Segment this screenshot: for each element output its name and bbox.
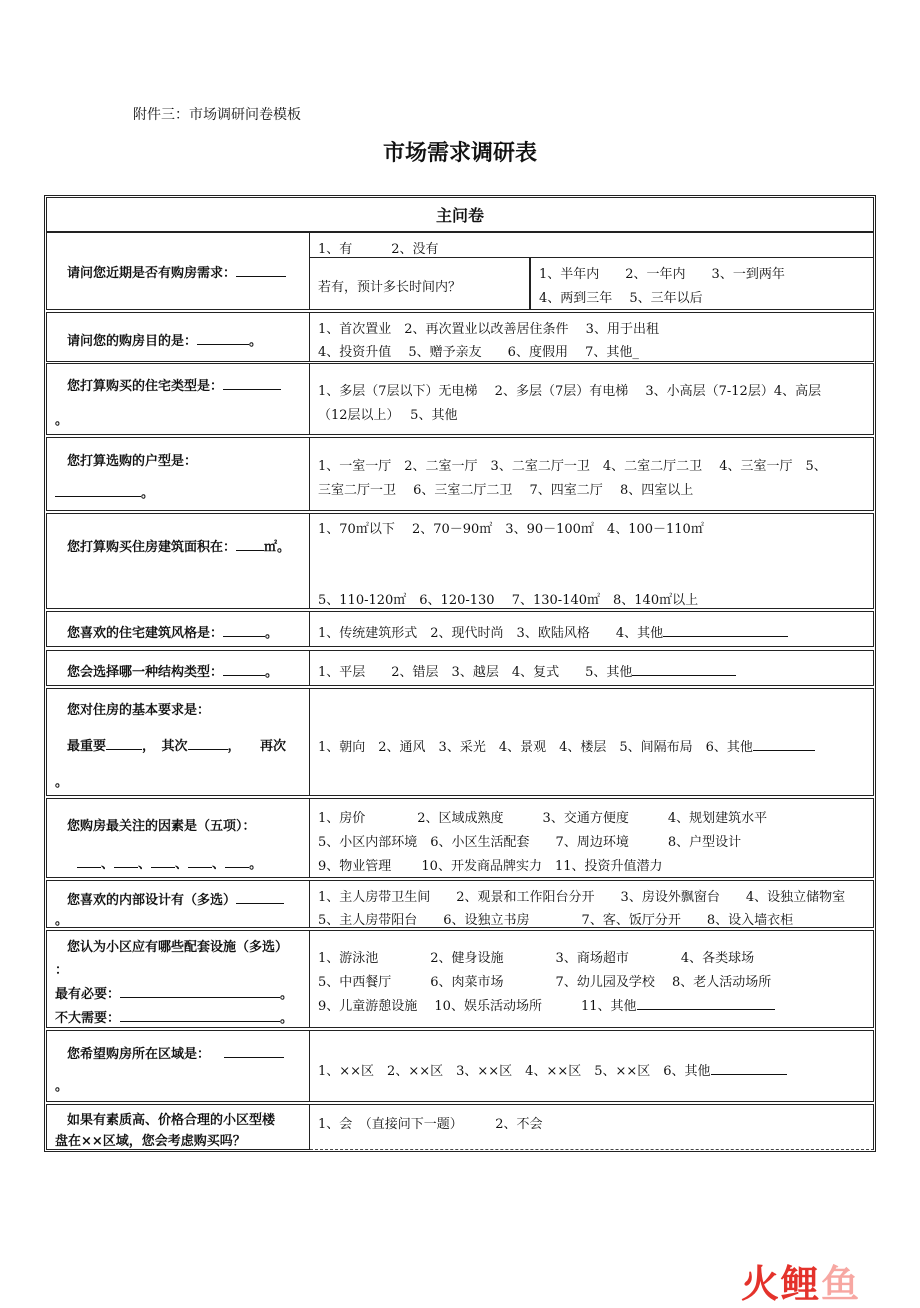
q11-question: 您认为小区应有哪些配套设施（多选） bbox=[67, 940, 289, 955]
q6-other-blank bbox=[663, 622, 788, 637]
q1-question: 请问您近期是否有购房需求： bbox=[67, 266, 237, 281]
q1-answer-cell-top bbox=[310, 232, 874, 258]
q12-suffix: 。 bbox=[55, 1079, 69, 1094]
q10-question: 您喜欢的内部设计有（多选） bbox=[67, 893, 237, 908]
q1-blank bbox=[236, 262, 286, 277]
q11-other-blank bbox=[637, 995, 775, 1010]
q13-question-line2: 盘在××区域，您会考虑购买吗？ bbox=[55, 1134, 246, 1149]
q1-options: 1、有 2、没有 bbox=[318, 242, 439, 257]
q13-question-cell bbox=[46, 1104, 310, 1150]
q7-blank bbox=[223, 661, 265, 676]
watermark-logo: 火鲤鱼 bbox=[741, 1262, 862, 1306]
table-header: 主问卷 bbox=[46, 197, 874, 232]
q11-most-suffix: 。 bbox=[280, 987, 294, 1002]
q1-question-cell bbox=[46, 232, 310, 310]
q9-question: 您购房最关注的因素是（五项）： bbox=[67, 819, 256, 834]
q8-second-blank bbox=[188, 735, 228, 750]
q2-question-cell bbox=[46, 312, 310, 362]
q8-other-blank bbox=[753, 736, 815, 751]
q9-options-line2: 5、小区内部环境 6、小区生活配套 7、周边环境 8、户型设计 bbox=[318, 835, 742, 850]
q8-question: 您对住房的基本要求是： bbox=[67, 703, 211, 718]
q12-question-cell bbox=[46, 1030, 310, 1102]
q8-most-blank bbox=[106, 735, 142, 750]
q3-blank bbox=[223, 375, 281, 390]
q8-most-label: 最重要 bbox=[67, 739, 107, 754]
q5-question: 您打算购买住房建筑面积在： bbox=[67, 540, 237, 555]
q6-suffix: 。 bbox=[265, 626, 279, 641]
q11-options-line1: 1、游泳池 2、健身设施 3、商场超市 4、各类球场 bbox=[318, 951, 755, 966]
q9-options-line3: 9、物业管理 10、开发商品牌实力 11、投资升值潜力 bbox=[318, 859, 663, 874]
q10-options-line2: 5、主人房带阳台 6、设独立书房 7、客、饭厅分开 8、设入墙衣柜 bbox=[318, 913, 794, 928]
q11-most-blank bbox=[120, 983, 280, 998]
q8-question-cell bbox=[46, 688, 310, 796]
q11-not-suffix: 。 bbox=[280, 1011, 294, 1026]
q7-suffix: 。 bbox=[265, 665, 279, 680]
q6-blank bbox=[223, 622, 265, 637]
q2-suffix: 。 bbox=[249, 334, 263, 349]
q11-colon: ： bbox=[55, 963, 69, 978]
q11-options-line2: 5、中西餐厅 6、肉菜市场 7、幼儿园及学校 8、老人活动场所 bbox=[318, 975, 772, 990]
q6-options: 1、传统建筑形式 2、现代时尚 3、欧陆风格 4、其他 bbox=[318, 626, 664, 641]
q12-other-blank bbox=[711, 1060, 787, 1075]
q7-question: 您会选择哪一种结构类型： bbox=[67, 665, 224, 680]
q9-answer-cell bbox=[310, 798, 874, 878]
q12-answer-cell bbox=[310, 1030, 874, 1102]
q5-answer-cell bbox=[310, 513, 874, 609]
q11-options-line3: 9、儿童游憩设施 10、娱乐活动场所 11、其他 bbox=[318, 999, 637, 1014]
q8-second-label: ， 其次 bbox=[142, 739, 188, 754]
q9-blank-4 bbox=[188, 853, 212, 868]
q3-suffix: 。 bbox=[55, 413, 69, 428]
q9-options-line1: 1、房价 2、区域成熟度 3、交通方便度 4、规划建筑水平 bbox=[318, 811, 768, 826]
q8-third-label: ， 再次 bbox=[227, 739, 287, 754]
q11-question-cell bbox=[46, 930, 310, 1028]
q2-options-line2: 4、投资升值 5、赠予亲友 6、度假用 7、其他_ bbox=[318, 345, 639, 360]
q12-blank bbox=[224, 1043, 284, 1058]
q3-question: 您打算购买的住宅类型是： bbox=[67, 379, 224, 394]
q1-answer-cell-timeframe bbox=[530, 258, 874, 310]
q11-most-label: 最有必要： bbox=[55, 987, 121, 1002]
q13-options: 1、会 （直接问下一题） 2、不会 bbox=[318, 1117, 543, 1132]
q4-question-cell bbox=[46, 437, 310, 511]
q2-blank bbox=[197, 330, 249, 345]
q8-answer-cell bbox=[310, 688, 874, 796]
q9-blank-3 bbox=[151, 853, 175, 868]
q7-other-blank bbox=[632, 661, 736, 676]
q9-suffix: 。 bbox=[249, 857, 263, 872]
q6-question: 您喜欢的住宅建筑风格是： bbox=[67, 626, 224, 641]
q9-blank-1 bbox=[77, 853, 101, 868]
q4-blank bbox=[55, 482, 141, 497]
q1-sub-question: 若有，预计多长时间内？ bbox=[318, 280, 462, 295]
q9-blank-5 bbox=[225, 853, 249, 868]
q3-options-line1: 1、多层（7层以下）无电梯 2、多层（7层）有电梯 3、小高层（7-12层）4、高层 bbox=[318, 384, 822, 399]
page-title: 市场需求调研表 bbox=[382, 141, 537, 166]
q2-question: 请问您的购房目的是： bbox=[67, 334, 198, 349]
q5-blank bbox=[236, 536, 264, 551]
q3-options-line2: （12层以上） 5、其他 bbox=[318, 408, 458, 423]
q6-answer-cell bbox=[310, 611, 874, 647]
q11-not-label: 不大需要： bbox=[55, 1011, 121, 1026]
q6-question-cell bbox=[46, 611, 310, 647]
q4-question: 您打算选购的户型是： bbox=[67, 454, 198, 469]
q7-answer-cell bbox=[310, 650, 874, 686]
q7-options: 1、平层 2、错层 3、越层 4、复式 5、其他 bbox=[318, 665, 633, 680]
q5-unit: ㎡。 bbox=[264, 540, 291, 555]
q1-sub-options-1: 1、半年内 2、一年内 3、一到两年 bbox=[539, 267, 785, 282]
q2-options-line1: 1、首次置业 2、再次置业以改善居住条件 3、用于出租 bbox=[318, 322, 659, 337]
q5-options-line1: 1、70㎡以下 2、70－90㎡ 3、90－100㎡ 4、100－110㎡ bbox=[318, 522, 704, 537]
q3-question-cell bbox=[46, 363, 310, 435]
q5-options-line2: 5、110-120㎡ 6、120-130 7、130-140㎡ 8、140㎡以上 bbox=[318, 593, 699, 608]
q13-question-line1: 如果有素质高、价格合理的小区型楼 bbox=[67, 1113, 276, 1128]
q13-answer-cell bbox=[310, 1104, 874, 1150]
q9-question-cell: 您购房最关注的因素是（五项）： 、 、 、 、 。 bbox=[46, 798, 310, 878]
q4-suffix: 。 bbox=[141, 486, 155, 501]
q10-answer-cell bbox=[310, 880, 874, 928]
q4-answer-cell bbox=[310, 437, 874, 511]
q4-options-line2: 三室二厅一卫 6、三室二厅二卫 7、四室二厅 8、四室以上 bbox=[318, 483, 694, 498]
q1-answer-cell-sub bbox=[310, 258, 530, 310]
q7-question-cell bbox=[46, 650, 310, 686]
q11-answer-cell bbox=[310, 930, 874, 1028]
q8-suffix: 。 bbox=[55, 775, 69, 790]
q2-answer-cell bbox=[310, 312, 874, 362]
q10-question-cell bbox=[46, 880, 310, 928]
q11-not-blank bbox=[120, 1007, 280, 1022]
q4-options-line1: 1、一室一厅 2、二室一厅 3、二室二厅一卫 4、二室二厅二卫 4、三室一厅 5、 bbox=[318, 459, 827, 474]
q9-blank-2 bbox=[114, 853, 138, 868]
q12-question: 您希望购房所在区域是： bbox=[67, 1047, 211, 1062]
q10-options-line1: 1、主人房带卫生间 2、观景和工作阳台分开 3、房设外飘窗台 4、设独立储物室 bbox=[318, 890, 846, 905]
q10-blank bbox=[236, 889, 284, 904]
q5-question-cell bbox=[46, 513, 310, 609]
q1-sub-options-2: 4、两到三年 5、三年以后 bbox=[539, 291, 703, 306]
q12-options: 1、××区 2、××区 3、××区 4、××区 5、××区 6、其他 bbox=[318, 1064, 711, 1079]
annex-label: 附件三：市场调研问卷模板 bbox=[133, 107, 301, 123]
q10-suffix: 。 bbox=[55, 913, 69, 928]
q3-answer-cell bbox=[310, 363, 874, 435]
q8-options: 1、朝向 2、通风 3、采光 4、景观 4、楼层 5、间隔布局 6、其他 bbox=[318, 740, 753, 755]
